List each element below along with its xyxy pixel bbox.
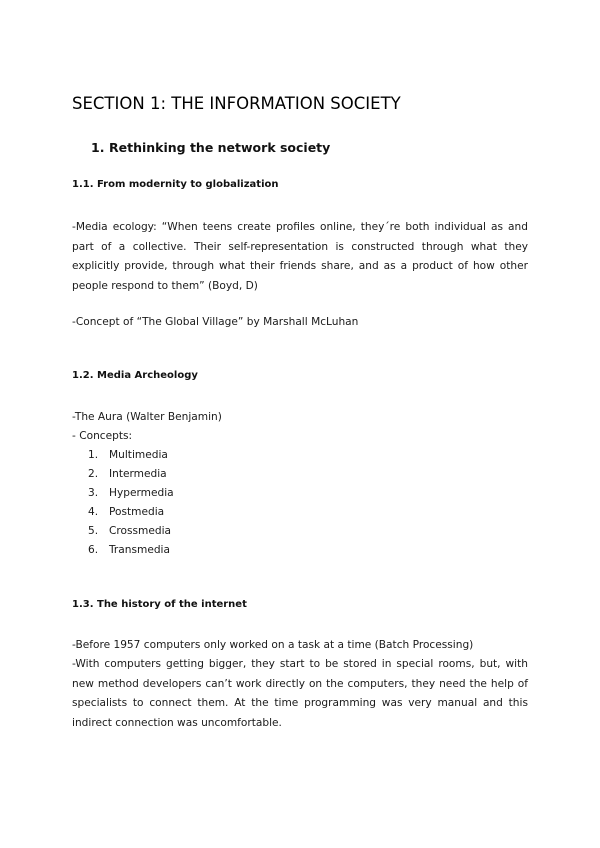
chapter-number: 1. — [91, 140, 105, 155]
list-item: 4. Postmedia — [88, 506, 165, 518]
subsection-heading-1-1: 1.1. From modernity to globalization — [72, 179, 279, 190]
global-village-line: -Concept of “The Global Village” by Marshall McLuhan — [72, 316, 359, 328]
aura-line: -The Aura (Walter Benjamin) — [72, 411, 222, 423]
media-ecology-paragraph: -Media ecology: “When teens create profiles online, they´re both individual as and part of a collective. Their self-representation is constructed through what they explicitly provide, through what their friends share, and as a product of how other people respond to them” (Boyd, D) — [72, 221, 528, 292]
chapter-title — [91, 140, 330, 155]
list-item: 5. Crossmedia — [88, 525, 172, 537]
subsection-heading-1-2: 1.2. Media Archeology — [72, 370, 198, 381]
batch-processing-line: -Before 1957 computers only worked on a task at a time (Batch Processing) — [72, 639, 474, 651]
concepts-list — [88, 446, 174, 560]
list-item: 3. Hypermedia — [88, 487, 174, 499]
computers-history-paragraph: -With computers getting bigger, they start to be stored in special rooms, but, with new method developers can’t work directly on the computers, they need the help of specialists to connect them. At the time programming was very manual and this indirect connection was uncomfortable. — [72, 658, 528, 729]
chapter-title-text: Rethinking the network society — [109, 140, 331, 155]
section-title: SECTION 1: THE INFORMATION SOCIETY — [72, 94, 401, 113]
subsection-heading-1-3: 1.3. The history of the internet — [72, 599, 247, 610]
list-item: 2. Intermedia — [88, 468, 167, 480]
list-item: 6. Transmedia — [88, 544, 170, 556]
list-item: 1. Multimedia — [88, 449, 168, 461]
concepts-label: - Concepts: — [72, 430, 133, 442]
